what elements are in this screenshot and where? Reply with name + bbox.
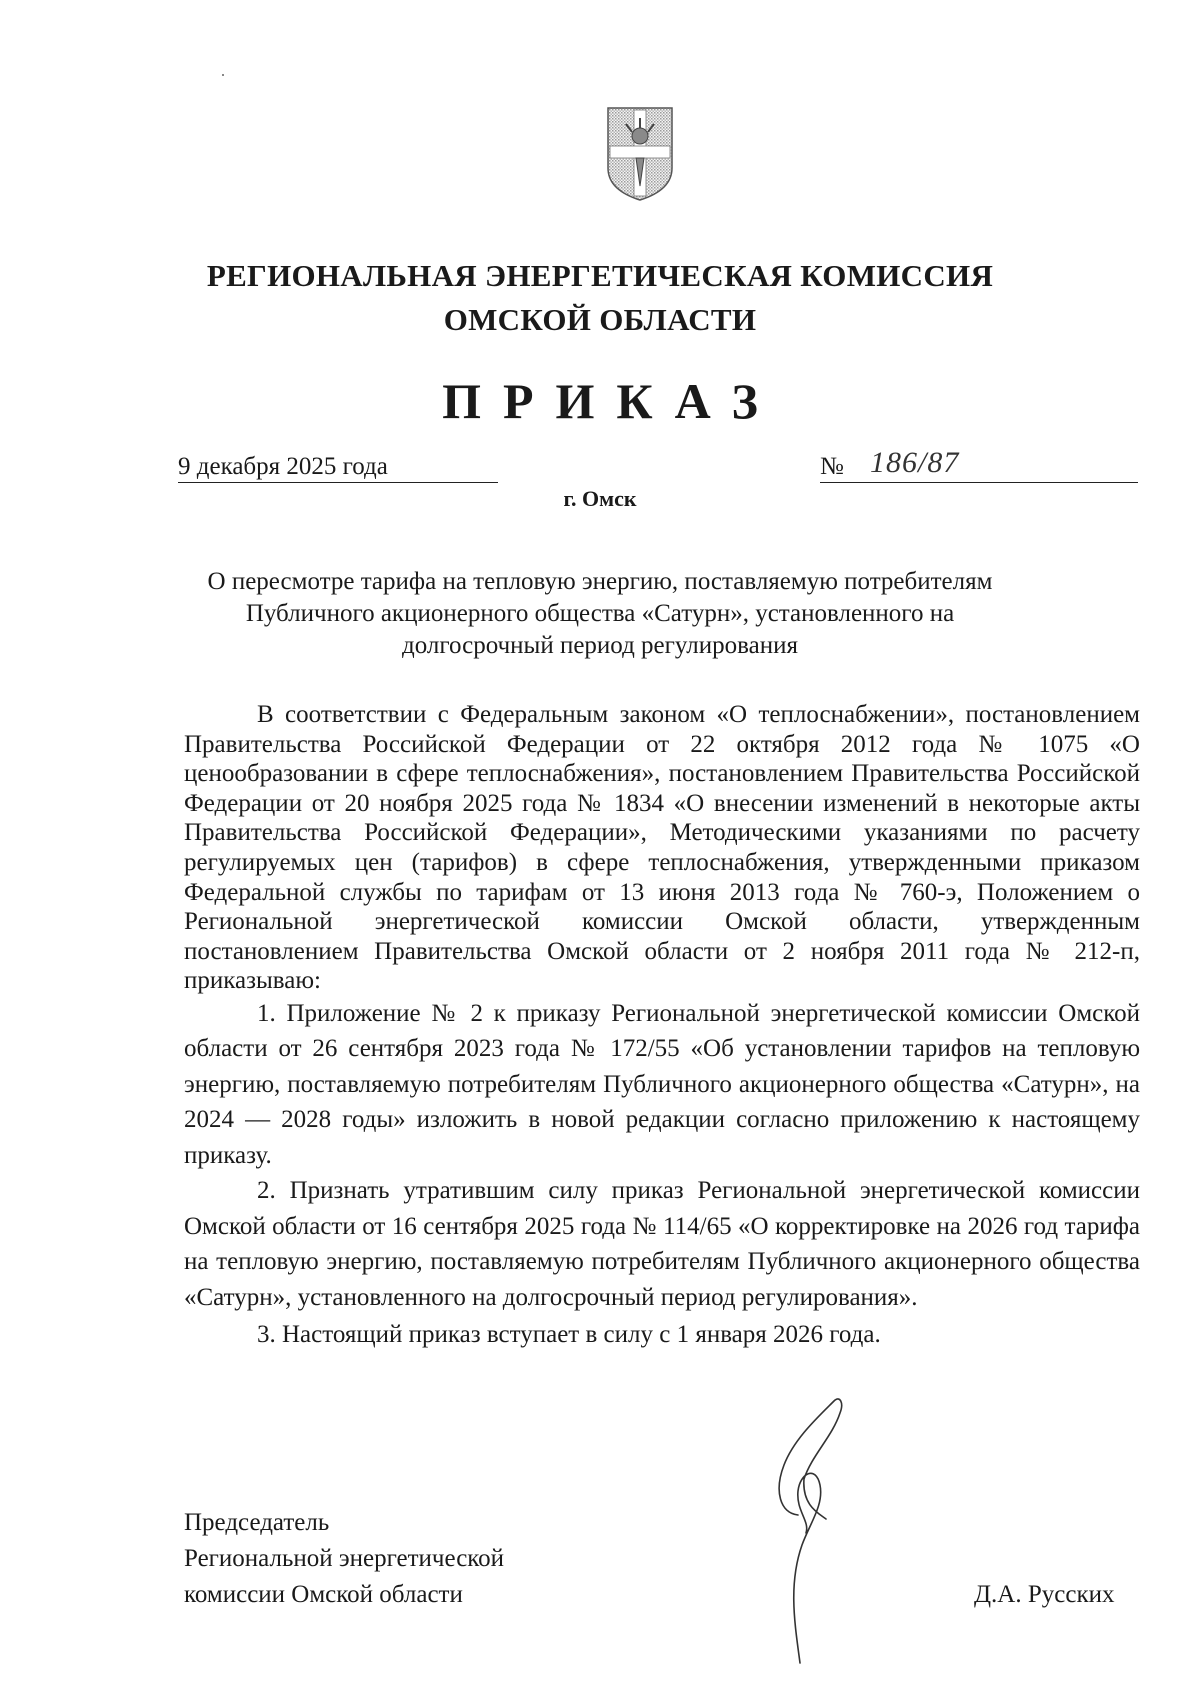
subject-line: О пересмотре тарифа на тепловую энергию, поставляемую потребителям <box>207 568 993 595</box>
document-date: 9 декабря 2025 года <box>178 453 388 480</box>
signatory-title-line: Председатель <box>184 1509 330 1536</box>
order-item-1: 1. Приложение № 2 к приказу Региональной энергетической комиссии Омской области от 26 сентября 2023 года № 172/55 «Об установлении тарифов на тепловую энергию, поставляемую потребителям Публичного акционерного общества «Сатурн», на 2024 — 2028 годы» изложить в новой редакции согласно приложению к настоящему приказу. <box>184 999 1140 1169</box>
signatory-title-line: Региональной энергетической <box>184 1545 505 1572</box>
signatory-name: Д.А. Русских <box>974 1581 1115 1608</box>
document-type-title: ПРИКАЗ <box>442 373 780 429</box>
document-subject <box>150 566 1050 662</box>
number-label: № <box>820 453 844 480</box>
coat-of-arms-icon <box>606 106 674 202</box>
document-number: 186/87 <box>870 446 960 479</box>
subject-line: долгосрочный период регулирования <box>402 632 798 659</box>
number-field <box>820 446 1138 483</box>
scan-speck <box>222 74 224 76</box>
city: г. Омск <box>563 486 637 511</box>
signatory-title <box>184 1505 504 1613</box>
order-item-2: 2. Признать утратившим силу приказ Региональной энергетической комиссии Омской области от 16 сентября 2025 года № 114/65 «О корректировке на 2026 год тарифа на тепловую энергию, поставляемую потребителям Публичного акционерного общества «Сатурн», установленного на долгосрочный период регулирования». <box>184 1177 1140 1311</box>
organization-name-line1: РЕГИОНАЛЬНАЯ ЭНЕРГЕТИЧЕСКАЯ КОМИССИЯ <box>206 258 994 293</box>
signatory-title-line: комиссии Омской области <box>184 1581 463 1608</box>
date-field <box>178 452 498 483</box>
organization-name-line2: ОМСКОЙ ОБЛАСТИ <box>443 302 757 337</box>
preamble-paragraph: В соответствии с Федеральным законом «О теплоснабжении», постановлением Правительства Российской Федерации от 22 октября 2012 года № 1075 «О ценообразовании в сфере теплоснабжения», постановлением Правительства Российской Федерации от 20 ноября 2025 года № 1834 «О внесении изменений в некоторые акты Правительства Российской Федерации», Методическими указаниями по расчету регулируемых цен (тарифов) в сфере теплоснабжения, утвержденными приказом Федеральной службы по тарифам от 13 июня 2013 года № 760-э, Положением о Региональной энергетической комиссии Омской области, утвержденным постановлением Правительства Омской области от 2 ноября 2011 года № 212-п, приказываю: <box>184 701 1140 995</box>
document-body <box>184 700 1140 1353</box>
order-item-3: 3. Настоящий приказ вступает в силу с 1 января 2026 года. <box>257 1321 881 1349</box>
subject-line: Публичного акционерного общества «Сатурн», установленного на <box>245 600 955 627</box>
handwritten-signature-icon <box>740 1395 870 1665</box>
